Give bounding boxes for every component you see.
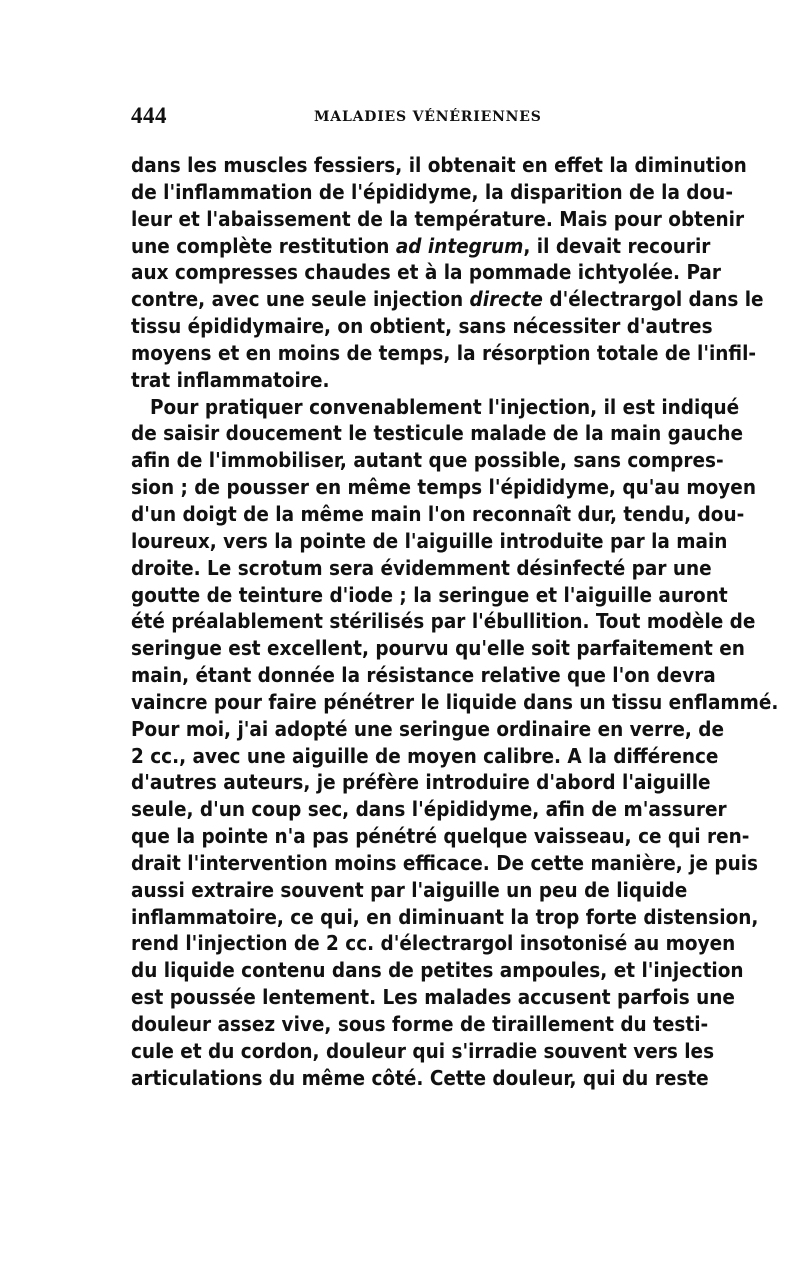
text-line: d'autres auteurs, je préfère introduire d'abord l'aiguille — [131, 770, 711, 795]
text-line: tissu épididymaire, on obtient, sans nécessiter d'autres — [131, 314, 713, 339]
page-header — [131, 103, 679, 133]
text-line: vaincre pour faire pénétrer le liquide dans un tissu enflammé. — [131, 689, 779, 714]
text-line: main, étant donnée la résistance relative que l'on devra — [131, 663, 716, 688]
text-line: du liquide contenu dans de petites ampoules, et l'injection — [131, 958, 744, 983]
text-line: que la pointe n'a pas pénétré quelque vaisseau, ce qui ren- — [131, 824, 750, 849]
running-title: MALADIES VÉNÉRIENNES — [314, 109, 542, 125]
text-line: 2 cc., avec une aiguille de moyen calibre. A la différence — [131, 743, 719, 768]
text-line: drait l'intervention moins efficace. De cette manière, je puis — [131, 850, 759, 875]
text-line: douleur assez vive, sous forme de tiraillement du testi- — [131, 1012, 709, 1036]
text-line: aux compresses chaudes et à la pommade ichtyolée. Par — [131, 260, 721, 285]
text-line: contre, avec une seule injection directe d'électrargol dans le — [131, 287, 764, 312]
text-line: leur et l'abaissement de la température. Mais pour obtenir — [131, 206, 745, 231]
text-line: dans les muscles fessiers, il obtenait en effet la diminution — [131, 153, 747, 177]
text-line: seule, d'un coup sec, dans l'épididyme, afin de m'assurer — [131, 797, 727, 822]
body-text — [131, 152, 779, 1092]
italic-term: ad integrum — [395, 233, 524, 258]
text-line: Pour pratiquer convenablement l'injection, il est indiqué — [150, 394, 740, 419]
text-line: goutte de teinture d'iode ; la seringue et l'aiguille auront — [131, 582, 728, 607]
text-line: de saisir doucement le testicule malade de la main gauche — [131, 421, 743, 446]
text-line: seringue est excellent, pourvu qu'elle soit parfaitement en — [131, 636, 745, 661]
page-number: 444 — [131, 103, 167, 128]
text-line: rend l'injection de 2 cc. d'électrargol insotonisé au moyen — [131, 931, 736, 956]
text-line: Pour moi, j'ai adopté une seringue ordinaire en verre, de — [131, 716, 725, 741]
text-line: articulations du même côté. Cette douleur, qui du reste — [131, 1065, 709, 1090]
text-line: trat inflammatoire. — [131, 367, 330, 392]
text-line: cule et du cordon, douleur qui s'irradie souvent vers les — [131, 1038, 715, 1063]
text-line: inflammatoire, ce qui, en diminuant la trop forte distension, — [131, 904, 759, 929]
text-line: sion ; de pousser en même temps l'épididyme, qu'au moyen — [131, 475, 756, 500]
text-line: afin de l'immobiliser, autant que possible, sans compres- — [131, 448, 724, 473]
text-line: aussi extraire souvent par l'aiguille un peu de liquide — [131, 877, 688, 902]
text-line: moyens et en moins de temps, la résorption totale de l'infil- — [131, 340, 757, 365]
text-line: une complète restitution ad integrum, il devait recourir — [131, 233, 711, 258]
italic-term: directe — [469, 287, 543, 312]
text-line: est poussée lentement. Les malades accusent parfois une — [131, 985, 735, 1010]
text-line: loureux, vers la pointe de l'aiguille introduite par la main — [131, 528, 728, 553]
text-line: droite. Le scrotum sera évidemment désinfecté par une — [131, 555, 712, 580]
text-line: d'un doigt de la même main l'on reconnaît dur, tendu, dou- — [131, 501, 745, 526]
text-line: de l'inflammation de l'épididyme, la disparition de la dou- — [131, 179, 733, 204]
text-line: été préalablement stérilisés par l'ébullition. Tout modèle de — [131, 609, 756, 634]
